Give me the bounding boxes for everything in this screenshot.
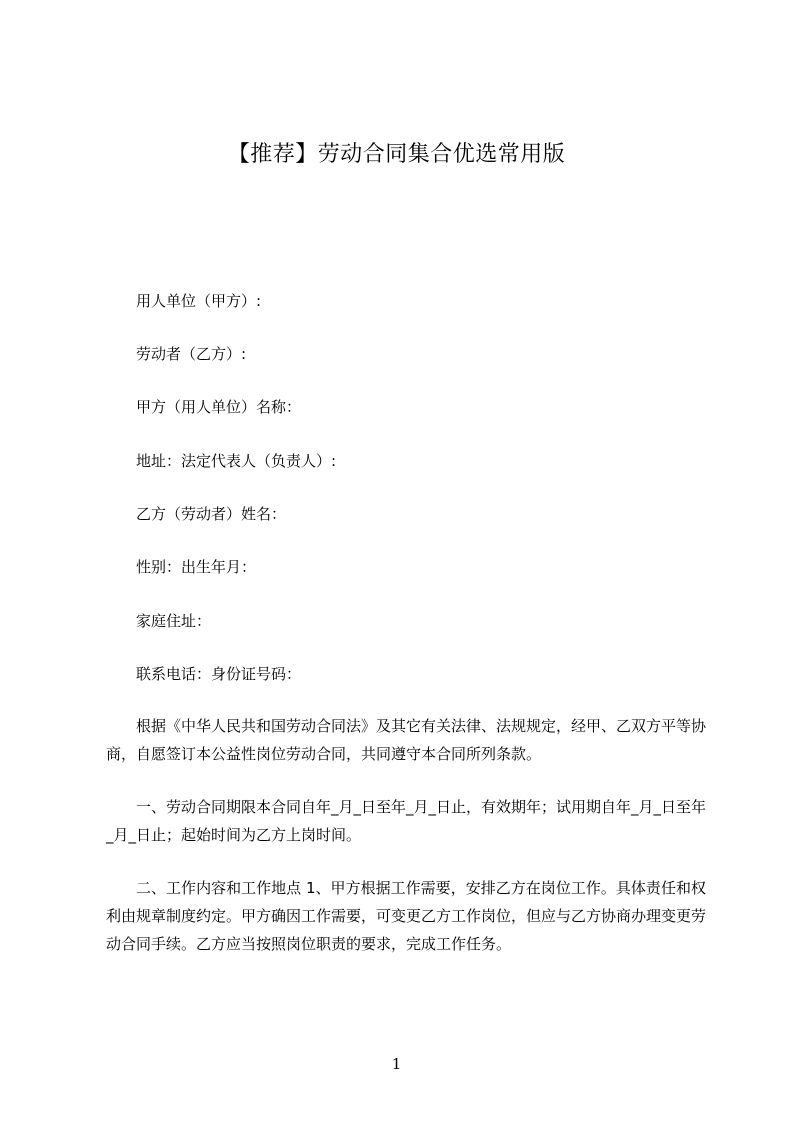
paragraph-preamble: 根据《中华人民共和国劳动合同法》及其它有关法律、法规规定，经甲、乙双方平等协商，自愿签订本公益性岗位劳动合同，共同遵守本合同所列条款。 [106, 717, 707, 763]
field-employee-name: 乙方（劳动者）姓名： [136, 505, 287, 523]
paragraph-contract-term: 一、劳动合同期限本合同自年_月_日至年_月_日止，有效期年；试用期自年_月_日至年_月_日止；起始时间为乙方上岗时间。 [106, 798, 707, 844]
field-employee: 劳动者（乙方）: [136, 345, 247, 363]
field-phone-id: 联系电话：身份证号码： [136, 665, 302, 683]
field-home-address: 家庭住址： [136, 612, 212, 630]
paragraph-work-content: 二、工作内容和工作地点 1、甲方根据工作需要，安排乙方在岗位工作。具体责任和权利由规章制度约定。甲方确因工作需要，可变更乙方工作岗位，但应与乙方协商办理变更劳动合同手续。乙方应当按照岗位职责的要求，完成工作任务。 [106, 879, 707, 953]
field-employer-name: 甲方（用人单位）名称： [136, 398, 302, 416]
page-number: 1 [391, 1055, 402, 1073]
field-gender-birth: 性别：出生年月： [136, 558, 257, 576]
document-title: 【推荐】劳动合同集合优选常用版 [227, 142, 566, 167]
field-employer: 用人单位（甲方）: [136, 292, 262, 310]
field-address-legal-rep: 地址：法定代表人（负责人）: [136, 452, 337, 470]
